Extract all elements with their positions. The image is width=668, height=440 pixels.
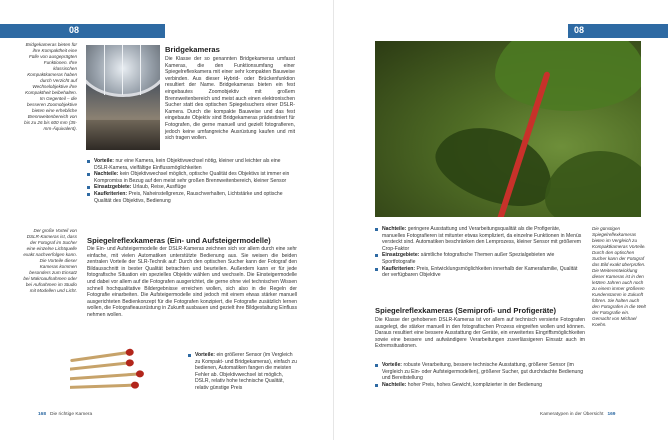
- page-number-right: 169: [607, 412, 616, 417]
- right-bottom-bullet-list: [375, 362, 585, 388]
- list-item: Einsatzgebiete: sämtliche fotografische Themen außer Spezialgebieten wie Sportfotografie: [375, 252, 585, 265]
- chapter-number-left: 08: [69, 25, 80, 35]
- running-title-left: Die richtige Kamera: [50, 412, 93, 417]
- margin-note-right: Die günstigen Spiegelreflexkameras bieten im Vergleich zu Kompaktkameras Vorteile. Durch den optischen Sucher kann der Fotograf das Bild exakt überprüfen. Die Weiterentwicklung dieser Kameras ist in den letzten Jahren auch noch zu einem immer größeren Kundenstamm in Zukunft führen. Sie halten auch den Fotografen in die Welt der Fotografie ein. Gemacht von Michael Koehn.: [592, 226, 646, 327]
- photo-matches: [70, 345, 180, 405]
- section-title-spiegelreflex-einsteiger: Spiegelreflexkameras (Ein- und Aufsteigermodelle): [87, 236, 271, 245]
- list-item: Vorteile: robuste Verarbeitung, bessere technische Ausstattung, größerer Sensor (im Vergleich zu Ein- oder Aufsteigermodellen), größerer Sucher, gut durchdachte Bedienung und Bereitstellung: [375, 362, 585, 382]
- list-item: Einsatzgebiete: Urlaub, Reise, Ausflüge: [87, 184, 297, 191]
- list-item: Nachteile: geringere Ausstattung und Verarbeitungsqualität als die Profigeräte, manuelles Fotografieren ist mitunter etwas kompliziert, da einzelne Funktionen in Menüs versteckt sind. Automatiken beschränken den Lernprozess, kleiner Sensor mit größerem Crop-Faktor: [375, 226, 585, 252]
- list-item: Vorteile: ein größerer Sensor (im Vergleich zu Kompakt- und Bridgekameras), einfach zu bedienen, Automatiken fangen die meisten Fehler ab. Objektivwechsel ist möglich, DSLR, relativ hohe technische Qualität, relativ günstige Preis: [188, 352, 298, 392]
- footer-left: [38, 412, 92, 417]
- section-title-spiegelreflex-profi: Spiegelreflexkameras (Semiprofi- und Profigeräte): [375, 306, 557, 315]
- chapter-bar-right: [568, 24, 668, 38]
- list-item: Vorteile: nur eine Kamera, kein Objektivwechsel nötig, kleiner und leichter als eine DSLR-Kamera, vielfältige Einflussmöglichkeiten: [87, 158, 297, 171]
- right-top-bullet-list: [375, 226, 585, 279]
- running-title-right: Kameratypen in der Übersicht: [540, 412, 604, 417]
- list-item: Nachteile: kein Objektivwechsel möglich, optische Qualität des Objektivs ist immer ein Kompromiss in Bezug auf den meist sehr großen Brennweitenbereich, kleiner Sensor: [87, 171, 297, 184]
- spiegelreflex-einsteiger-bullet-list: [188, 352, 298, 392]
- section-title-bridgekameras: Bridgekameras: [165, 45, 220, 54]
- page-number-left: 168: [38, 412, 47, 417]
- list-item: Kaufkriterien: Preis, Naheinstellgrenze, Rauschverhalten, Lichtstärke und optische Qualität des Objektivs, Bedienung: [87, 191, 297, 204]
- footer-right: [540, 412, 615, 417]
- photo-red-stem-plant: [375, 41, 641, 217]
- section-body-bridgekameras: Die Klasse der so genannten Bridgekameras umfasst Kameras, die den Funktionsumfang einer Spiegelreflexkamera mit einer sehr kompakten Bauweise verbinden. Aus dieser Hybrid- oder Brückenfunktion resultiert der Name. Bridgekameras bieten ein fest eingebautes Zoomobjektiv mit großem Brennweitenbereich und meist auch einen elektronischen Sucher statt des optischen Spiegelsuchers einer DSLR-Kamera. Durch die kompakte Bauweise und das fest eingebaute Objektiv sind Bridgekameras prädestiniert für Fotografen, die gerne manuell und gezielt fotografieren, jedoch keine umfangreiche Ausrüstung kaufen und mit sich tragen wollen.: [165, 56, 295, 142]
- bridgekameras-bullet-list: [87, 158, 297, 204]
- list-item: Nachteile: hoher Preis, hohes Gewicht, komplizierter in der Bedienung: [375, 382, 585, 389]
- section-body-spiegelreflex-einsteiger: Die Ein- und Aufsteigermodelle der DSLR-Kameras zeichnen sich vor allem durch eine sehr einfache, mit vielen Automatiken unterstützte Bedienung aus. Sie weisen die beiden zentralen Vorteile der SLR-Technik auf: Durch den optischen Sucher kann der Fotograf den Bildausschnitt in bester Qualität betrachten und beurteilen. Außerdem kann er für jede fotografische Situation ein spezielles Objektiv wählen und wechseln. Die Einsteigermodelle und dabei vor allem auf die Fotografen ausgerichtet, die gerne ohne viel technischen Wissen schnell hochqualitative Bildergebnisse erreichen wollen, sich also in die Regeln der Fotografie einarbeiten. Die Aufsteigermodelle sind jedoch mit einem etwas stärker manuell ausgerichteten Bedienkonzept für die Fotografen konzipiert, die Fotografie zusätzlich lernen wollen, die Fotografieausrüstung in Zukunft ausbauen und gezielt ihre Bildgestaltung Einfluss nehmen wollen.: [87, 246, 297, 318]
- margin-note-top: Bridgekameras bieten für ihre Kompaktheit eine Fülle von ausgeprägten Funktionen. Ihre klassischen Kompaktkameras haben durch Verzicht auf Wechselobjektive ihre Kompaktheit beibehalten. Im Gegenteil – die besseren Zoomobjektive bieten eine erhebliche Brennweitenbereich von bis zu 26 bis 600 mm (35-mm-Äquivalent).: [24, 42, 77, 131]
- photo-galleria-arcade: [86, 45, 160, 150]
- chapter-bar-left: [0, 24, 165, 38]
- section-body-spiegelreflex-profi: Die Klasse der gehobenen DSLR-Kameras ist vor allem auf technisch versierte Fotografen ausgelegt, die stärker manuell in den fotografischen Prozess eingreifen wollen und können. Daraus resultiert eine bessere Ausstattung der Geräte, ein erweitertes Eingriffsmöglichkeiten sowie eine bessere und aufwändigere Verarbeitungen zuverlässigeren Einsatz auch im Extremsituationen.: [375, 317, 585, 350]
- margin-note-bottom: Der große Vorteil von DSLR-Kameras ist, dass der Fotograf im Sucher eine einzelne Lichtquelle exakt nachverfolgen kann. Die Vorteile dieser Kameras kommen besonders zum Einsatz bei Makroaufnahmen oder bei Aufnahmen im Studio mit Modellen und Licht.: [23, 228, 77, 293]
- chapter-number-right: 08: [574, 25, 585, 35]
- list-item: Kaufkriterien: Preis, Entwicklungsmöglichkeiten innerhalb der Kamerafamilie, Qualität der verfügbaren Objektive: [375, 266, 585, 279]
